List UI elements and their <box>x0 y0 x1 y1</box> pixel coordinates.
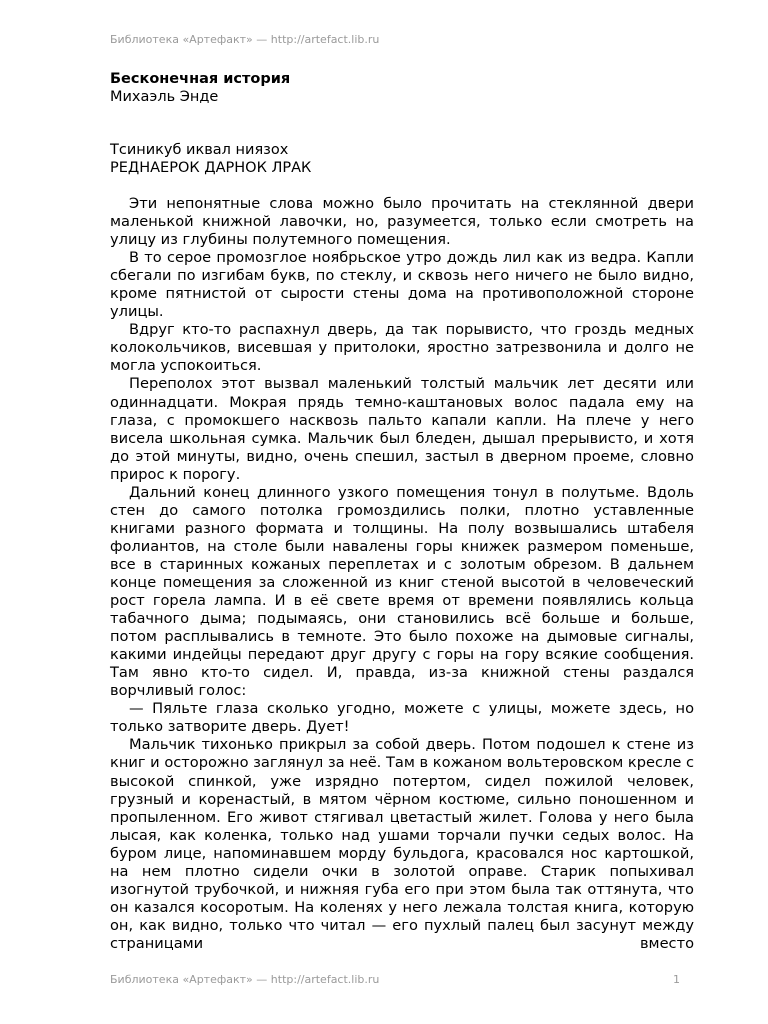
paragraph: Вдруг кто-то распахнул дверь, да так порывисто, что гроздь медных колокольчиков, висевшая у притолоки, яростно затрезвонила и долго не могла успокоиться. <box>110 321 694 375</box>
inscription-line: РЕДНАЕРОК ДАРНОК ЛРАК <box>110 160 312 176</box>
paragraph: В то серое промозглое ноябрьское утро дождь лил как из ведра. Капли сбегали по изгибам букв, по стеклу, и сквозь него ничего не было видно, кроме пятнистой от сырости стены дома на противоположной стороне улицы. <box>110 249 694 321</box>
page-footer <box>110 973 680 986</box>
book-author: Михаэль Энде <box>110 89 219 105</box>
paragraph: Эти непонятные слова можно было прочитать на стеклянной двери маленькой книжной лавочки, но, разумеется, только если смотреть на улицу из глубины полутемного помещения. <box>110 195 694 249</box>
paragraph: — Пяльте глаза сколько угодно, можете с улицы, можете здесь, но только затворите дверь. Дует! <box>110 700 694 736</box>
door-inscription <box>110 141 694 177</box>
book-title: Бесконечная история <box>110 71 291 87</box>
paragraph: Переполох этот вызвал маленький толстый мальчик лет десяти или одиннадцати. Мокрая прядь темно-каштановых волос падала ему на глаза, с промокшего насквозь пальто капали капли. На плече у него висела школьная сумка. Мальчик был бледен, дышал прерывисто, и хотя до этой минуты, видно, очень спешил, застыл в дверном проеме, словно прирос к порогу. <box>110 375 694 483</box>
body-text <box>110 195 694 953</box>
footer-text: Библиотека «Артефакт» — http://artefact.lib.ru <box>110 973 380 986</box>
page-content <box>110 70 694 953</box>
paragraph: Мальчик тихонько прикрыл за собой дверь. Потом подошел к стене из книг и осторожно заглянул за неё. Там в кожаном вольтеровском кресле с высокой спинкой, уже изрядно потертом, сидел пожилой человек, грузный и коренастый, в мятом чёрном костюме, сильно поношенном и пропыленном. Его живот стягивал цветастый жилет. Голова у него была лысая, как коленка, только над ушами торчали пучки седых волос. На буром лице, напоминавшем морду бульдога, красовался нос картошкой, на нем плотно сидели очки в золотой оправе. Старик попыхивал изогнутой трубочкой, и нижняя губа его при этом была так оттянута, что он казался косоротым. На коленях у него лежала толстая книга, которую он, как видно, только что читал — его пухлый палец был засунут между страницами вместо <box>110 736 694 952</box>
page-header: Библиотека «Артефакт» — http://artefact.lib.ru <box>110 33 380 46</box>
page-number: 1 <box>673 973 680 986</box>
paragraph: Дальний конец длинного узкого помещения тонул в полутьме. Вдоль стен до самого потолка громоздились полки, плотно уставленные книгами разного формата и толщины. На полу возвышались штабеля фолиантов, на столе были навалены горы книжек размером поменьше, все в старинных кожаных переплетах и с золотым обрезом. В дальнем конце помещения за сложенной из книг стеной высотой в человеческий рост горела лампа. И в её свете время от времени появлялись кольца табачного дыма; подымаясь, они становились всё больше и больше, потом расплывались в темноте. Это было похоже на дымовые сигналы, какими индейцы передают друг другу с горы на гору всякие сообщения. Там явно кто-то сидел. И, правда, из-за книжной стены раздался ворчливый голос: <box>110 483 694 700</box>
inscription-line: Тсиникуб иквал ниязох <box>110 142 289 158</box>
